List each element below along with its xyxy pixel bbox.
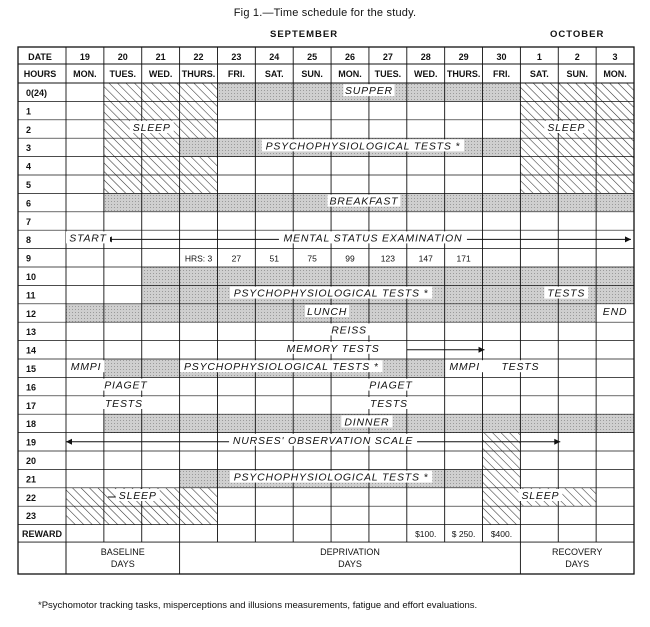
- label-psy-tests-evening: PSYCHOPHYSIOLOGICAL TESTS *: [233, 471, 429, 484]
- label-sleep: SLEEP: [132, 122, 171, 134]
- label-psy-tests-afternoon: PSYCHOPHYSIOLOGICAL TESTS *: [183, 361, 379, 374]
- label-reiss: REISS: [331, 324, 367, 337]
- period-recovery: RECOVERY: [552, 547, 603, 558]
- hour-label: 7: [26, 216, 32, 227]
- day-cell: MON.: [603, 69, 627, 79]
- label-piaget: PIAGET: [104, 379, 148, 392]
- hour-label: 6: [26, 198, 32, 209]
- date-header: DATE: [28, 52, 52, 62]
- hour-label: 16: [26, 382, 37, 393]
- label-sleep-recovery: SLEEP: [547, 122, 586, 134]
- hour-label: 5: [26, 180, 32, 190]
- hour-label: 18: [26, 419, 37, 430]
- label-breakfast: BREAKFAST: [329, 195, 399, 208]
- label-tests-after-mmpi: TESTS: [501, 361, 540, 374]
- footnote: *Psychomotor tracking tasks, misperceptions and illusions measurements, fatigue and effort evaluations.: [38, 600, 478, 611]
- hour-label: 3: [26, 143, 32, 154]
- label-tests-piaget: TESTS: [104, 398, 143, 410]
- day-cell: SUN.: [301, 69, 323, 79]
- month-label-september: SEPTEMBER: [270, 29, 339, 40]
- hrs-count: 75: [307, 253, 317, 264]
- hrs-count: 147: [418, 253, 433, 264]
- date-cell: 2: [574, 52, 580, 62]
- hrs-count: 51: [269, 253, 280, 264]
- reward-value: $100.: [415, 529, 437, 540]
- hrs-count: 171: [456, 253, 471, 264]
- label-supper: SUPPER: [344, 85, 393, 98]
- day-cell: MON.: [73, 69, 97, 79]
- hour-label: 17: [26, 400, 37, 411]
- arrow-memory-tests-head-right: [479, 347, 485, 353]
- hour-label: 22: [26, 492, 37, 503]
- label-piaget-mid: PIAGET: [369, 379, 413, 392]
- day-cell: FRI.: [492, 69, 510, 79]
- label-sleep-baseline: SLEEP: [118, 490, 157, 502]
- period-recovery-days: DAYS: [565, 559, 590, 570]
- label-sleep-end: SLEEP: [521, 490, 560, 502]
- day-cell: THURS.: [446, 69, 481, 79]
- hour-label: 1: [26, 106, 32, 117]
- day-cell: SAT.: [529, 69, 549, 79]
- hour-label: 10: [26, 272, 37, 282]
- hour-label: 0(24): [26, 88, 48, 98]
- arrow-nurses-scale-head-left: [66, 439, 72, 445]
- arrow-nurses-scale-head-right: [554, 439, 560, 445]
- hour-label: 23: [26, 511, 37, 522]
- day-cell: WED.: [148, 69, 173, 79]
- date-cell: 28: [420, 52, 431, 62]
- date-cell: 21: [155, 52, 166, 62]
- date-cell: 24: [269, 52, 280, 62]
- label-nurses-scale: NURSES' OBSERVATION SCALE: [232, 434, 414, 447]
- label-tests-recovery: TESTS: [547, 287, 586, 300]
- period-deprivation-days: DAYS: [338, 559, 362, 570]
- date-cell: 3: [612, 52, 618, 62]
- hour-label: 21: [26, 474, 37, 485]
- arrow-mental-status-head-right: [625, 236, 631, 242]
- hour-label: 9: [26, 253, 32, 264]
- hour-label: 20: [26, 456, 37, 466]
- hour-label: 15: [26, 364, 37, 374]
- date-cell: 25: [307, 52, 318, 62]
- label-dinner: DINNER: [344, 416, 390, 429]
- hrs-count: 123: [380, 253, 395, 264]
- reward-value: $ 250.: [451, 529, 476, 540]
- label-end: END: [602, 306, 628, 318]
- hour-label: 8: [26, 235, 32, 246]
- period-baseline: BASELINE: [100, 547, 145, 558]
- period-deprivation: DEPRIVATION: [320, 547, 380, 558]
- period-baseline-days: DAYS: [110, 559, 135, 570]
- reward-header: REWARD: [22, 529, 62, 540]
- hour-label: 4: [26, 161, 32, 172]
- label-tests-piaget-mid: TESTS: [370, 398, 408, 410]
- day-cell: TUES.: [109, 69, 137, 79]
- reward-value: $400.: [490, 529, 513, 540]
- hour-label: 12: [26, 308, 37, 319]
- label-psy-tests-morning: PSYCHOPHYSIOLOGICAL TESTS *: [233, 287, 429, 300]
- hour-label: 14: [26, 345, 37, 356]
- day-cell: WED.: [413, 69, 438, 79]
- label-mental-status: MENTAL STATUS EXAMINATION: [283, 232, 463, 245]
- date-cell: 1: [536, 52, 542, 62]
- date-cell: 19: [79, 52, 90, 62]
- hrs-count: 99: [345, 253, 355, 264]
- date-cell: 29: [458, 52, 469, 62]
- label-psy-tests-night: PSYCHOPHYSIOLOGICAL TESTS *: [265, 140, 461, 153]
- day-cell: FRI.: [227, 69, 245, 79]
- label-memory-tests: MEMORY TESTS: [286, 342, 380, 355]
- day-cell: SAT.: [264, 69, 284, 79]
- hour-label: 19: [26, 437, 37, 448]
- date-cell: 20: [117, 52, 128, 62]
- day-cell: SUN.: [566, 69, 588, 79]
- sleep-hatch-day30: [483, 433, 521, 525]
- hour-label: 13: [26, 327, 37, 338]
- label-mmpi: MMPI: [70, 361, 102, 374]
- date-cell: 27: [382, 52, 393, 62]
- label-start: START: [69, 232, 107, 245]
- date-cell: 30: [496, 52, 507, 62]
- month-label-october: OCTOBER: [550, 29, 605, 40]
- hour-label: 11: [26, 290, 36, 301]
- date-cell: 22: [193, 52, 204, 62]
- hours-header: HOURS: [23, 69, 57, 79]
- day-cell: TUES.: [374, 69, 402, 79]
- hour-label: 2: [26, 124, 32, 135]
- hrs-count: 27: [231, 253, 242, 264]
- hrs-count: HRS: 3: [184, 253, 213, 264]
- date-cell: 23: [231, 52, 242, 62]
- label-lunch: LUNCH: [306, 306, 348, 318]
- label-mmpi-end: MMPI: [449, 361, 480, 374]
- day-cell: THURS.: [181, 69, 216, 79]
- date-cell: 26: [344, 52, 356, 62]
- day-cell: MON.: [338, 69, 362, 79]
- figure-caption: Fig 1.—Time schedule for the study.: [233, 7, 417, 19]
